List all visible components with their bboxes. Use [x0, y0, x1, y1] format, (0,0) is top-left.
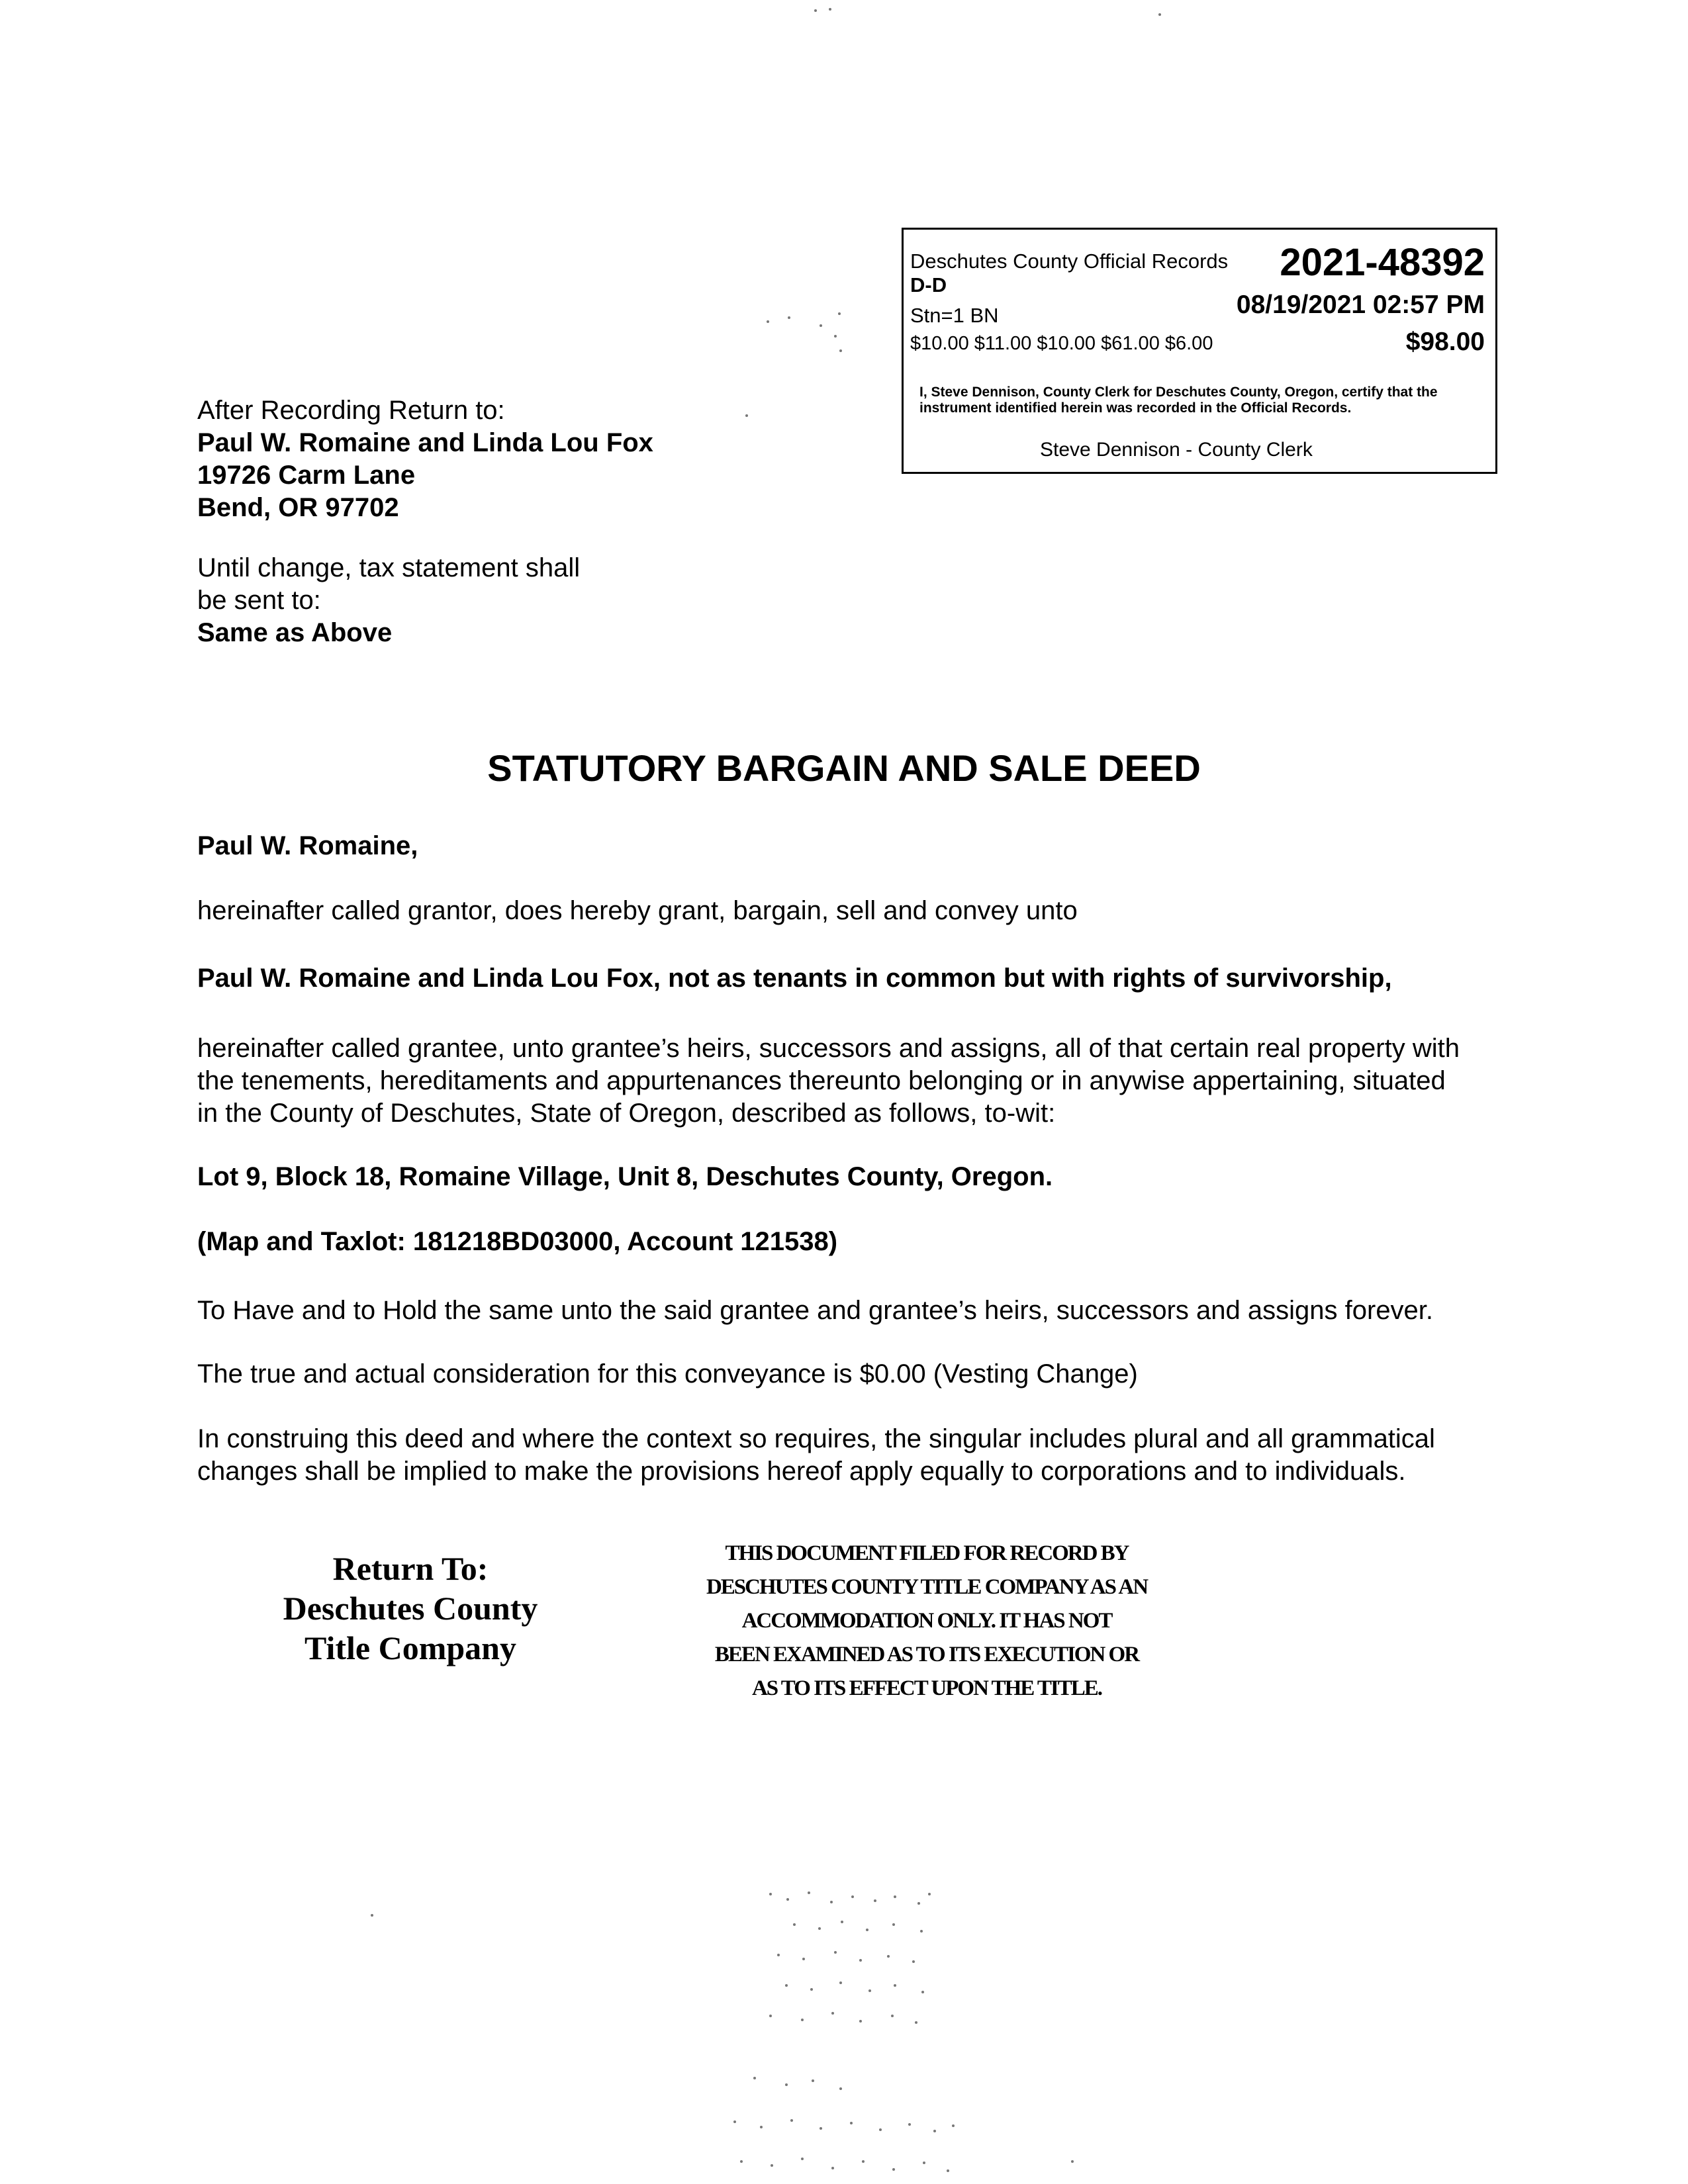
- tax-recipient: Same as Above: [197, 618, 393, 647]
- document-number: 2021-48392: [1280, 241, 1485, 284]
- legal-description: Lot 9, Block 18, Romaine Village, Unit 8, Deschutes County, Oregon.: [197, 1162, 1053, 1191]
- title-company-line-3: Title Company: [305, 1629, 516, 1666]
- habendum-clause: To Have and to Hold the same unto the said grantee and grantee’s heirs, successors and assigns forever.: [197, 1296, 1434, 1325]
- grantor-clause: hereinafter called grantor, does hereby grant, bargain, sell and convey unto: [197, 896, 1078, 925]
- return-street: 19726 Carm Lane: [197, 461, 416, 490]
- doc-type: D-D: [910, 273, 947, 296]
- return-address-block: [197, 394, 653, 524]
- accommodation-stamp: [675, 1537, 1178, 1706]
- title-company-stamp: [271, 1549, 549, 1668]
- accommodation-line-1: THIS DOCUMENT FILED FOR RECORD BY: [725, 1541, 1129, 1565]
- accommodation-line-2: DESCHUTES COUNTY TITLE COMPANY AS AN: [706, 1575, 1148, 1599]
- county-records-label: Deschutes County Official Records: [910, 250, 1229, 273]
- accommodation-line-5: AS TO ITS EFFECT UPON THE TITLE.: [751, 1676, 1102, 1700]
- return-label: After Recording Return to:: [197, 396, 505, 425]
- deed-title: STATUTORY BARGAIN AND SALE DEED: [487, 747, 1201, 789]
- title-company-line-2: Deschutes County: [283, 1590, 538, 1627]
- recorded-datetime: 08/19/2021 02:57 PM: [1236, 291, 1485, 319]
- clerk-signature: Steve Dennison - County Clerk: [1040, 439, 1313, 461]
- tax-statement-block: [197, 552, 580, 649]
- map-taxlot: (Map and Taxlot: 181218BD03000, Account 121538): [197, 1227, 838, 1256]
- consideration-clause: The true and actual consideration for this conveyance is $0.00 (Vesting Change): [197, 1359, 1138, 1388]
- property-clause-line-2: the tenements, hereditaments and appurtenances thereunto belonging or in anywise appertaining, situated: [197, 1066, 1446, 1095]
- grantee-name: Paul W. Romaine and Linda Lou Fox, not as tenants in common but with rights of survivorship,: [197, 964, 1392, 993]
- property-clause-line-1: hereinafter called grantee, unto grantee’s heirs, successors and assigns, all of that certain real property with: [197, 1034, 1460, 1063]
- grantor-name: Paul W. Romaine,: [197, 831, 418, 860]
- accommodation-line-3: ACCOMMODATION ONLY. IT HAS NOT: [741, 1609, 1112, 1633]
- accommodation-line-4: BEEN EXAMINED AS TO ITS EXECUTION OR: [714, 1643, 1139, 1666]
- return-names: Paul W. Romaine and Linda Lou Fox: [197, 428, 653, 457]
- tax-line-2: be sent to:: [197, 586, 321, 615]
- construction-line-2: changes shall be implied to make the provisions hereof apply equally to corporations and to individuals.: [197, 1457, 1406, 1486]
- title-company-line-1: Return To:: [332, 1550, 489, 1587]
- station-code: Stn=1 BN: [910, 304, 999, 327]
- clerk-certification: I, Steve Dennison, County Clerk for Deschutes County, Oregon, certify that the instrument identified herein was recorded in the Official Records.: [919, 385, 1438, 416]
- return-city: Bend, OR 97702: [197, 493, 399, 522]
- fee-total: $98.00: [1405, 328, 1485, 356]
- property-clause: [197, 1032, 1515, 1130]
- fee-breakdown: $10.00 $11.00 $10.00 $61.00 $6.00: [910, 333, 1213, 354]
- recording-stamp: [902, 228, 1497, 474]
- construction-line-1: In construing this deed and where the context so requires, the singular includes plural and all grammatical: [197, 1424, 1435, 1453]
- property-clause-line-3: in the County of Deschutes, State of Oregon, described as follows, to-wit:: [197, 1099, 1056, 1128]
- construction-clause: [197, 1423, 1515, 1488]
- tax-line-1: Until change, tax statement shall: [197, 553, 581, 582]
